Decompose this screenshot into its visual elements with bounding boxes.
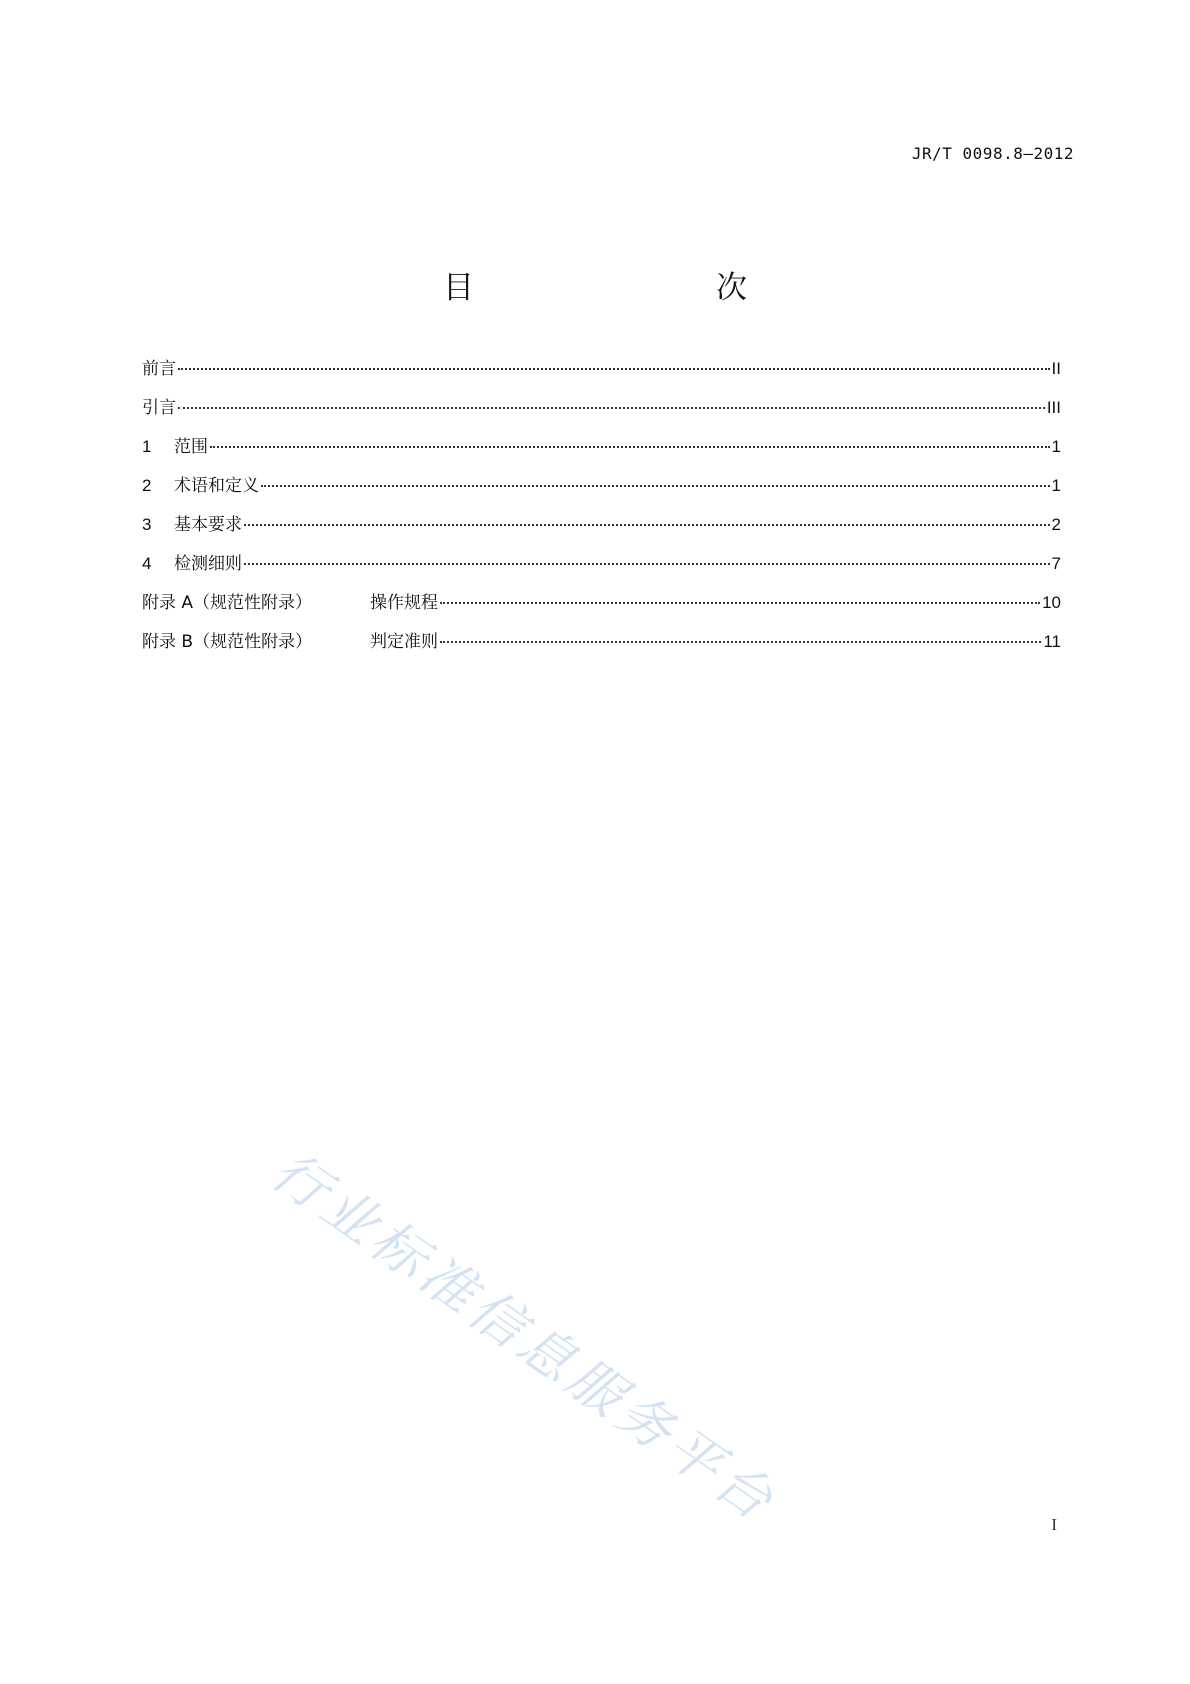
- toc-page-number: 11: [1043, 632, 1061, 651]
- toc-entry-label: 基本要求: [174, 515, 242, 535]
- toc-entry-label: 操作规程: [370, 593, 438, 613]
- toc-entry-introduction[interactable]: [142, 397, 1061, 436]
- toc-entry-label: 引言: [142, 398, 176, 418]
- toc-page-number: 1: [1051, 437, 1061, 456]
- dot-leader: [261, 485, 1050, 487]
- toc-entry-label: 前言: [142, 359, 176, 379]
- toc-page-number: 2: [1051, 515, 1061, 534]
- toc-section-number: 3: [142, 515, 152, 534]
- page-number: I: [1051, 1515, 1057, 1534]
- toc-section-number: 1: [142, 437, 152, 456]
- toc-appendix-heading: 附录 A（规范性附录）: [142, 593, 313, 613]
- watermark: 行业标准信息服务平台: [260, 1139, 789, 1535]
- toc-section-number: 4: [142, 554, 152, 573]
- dot-leader: [440, 602, 1040, 604]
- toc-entry-label: 术语和定义: [174, 476, 259, 496]
- toc-entry-terms[interactable]: [142, 475, 1061, 514]
- dot-leader: [244, 563, 1050, 565]
- standard-code: JR/T 0098.8—2012: [911, 144, 1074, 163]
- toc-entry-appendix-b[interactable]: [142, 631, 1061, 670]
- toc-entry-foreword[interactable]: [142, 358, 1061, 397]
- toc-entry-label: 检测细则: [174, 554, 242, 574]
- dot-leader: [210, 446, 1050, 448]
- toc-page-number: 1: [1051, 476, 1061, 495]
- dot-leader: [440, 641, 1041, 643]
- toc-page-number: II: [1051, 359, 1061, 378]
- toc-entry-scope[interactable]: [142, 436, 1061, 475]
- page-title: 目 次: [443, 270, 807, 306]
- toc-entry-label: 范围: [174, 437, 208, 457]
- toc-page-number: III: [1046, 398, 1061, 417]
- dot-leader: [244, 524, 1050, 526]
- toc-page-number: 7: [1051, 554, 1061, 573]
- dot-leader: [178, 368, 1050, 370]
- toc-entry-test-rules[interactable]: [142, 553, 1061, 592]
- toc-entry-basic-requirements[interactable]: [142, 514, 1061, 553]
- table-of-contents: [142, 358, 1061, 670]
- toc-appendix-heading: 附录 B（规范性附录）: [142, 632, 313, 652]
- toc-section-number: 2: [142, 476, 152, 495]
- toc-entry-appendix-a[interactable]: [142, 592, 1061, 631]
- toc-entry-label: 判定准则: [370, 632, 438, 652]
- toc-page-number: 10: [1042, 593, 1061, 612]
- dot-leader: [178, 407, 1045, 409]
